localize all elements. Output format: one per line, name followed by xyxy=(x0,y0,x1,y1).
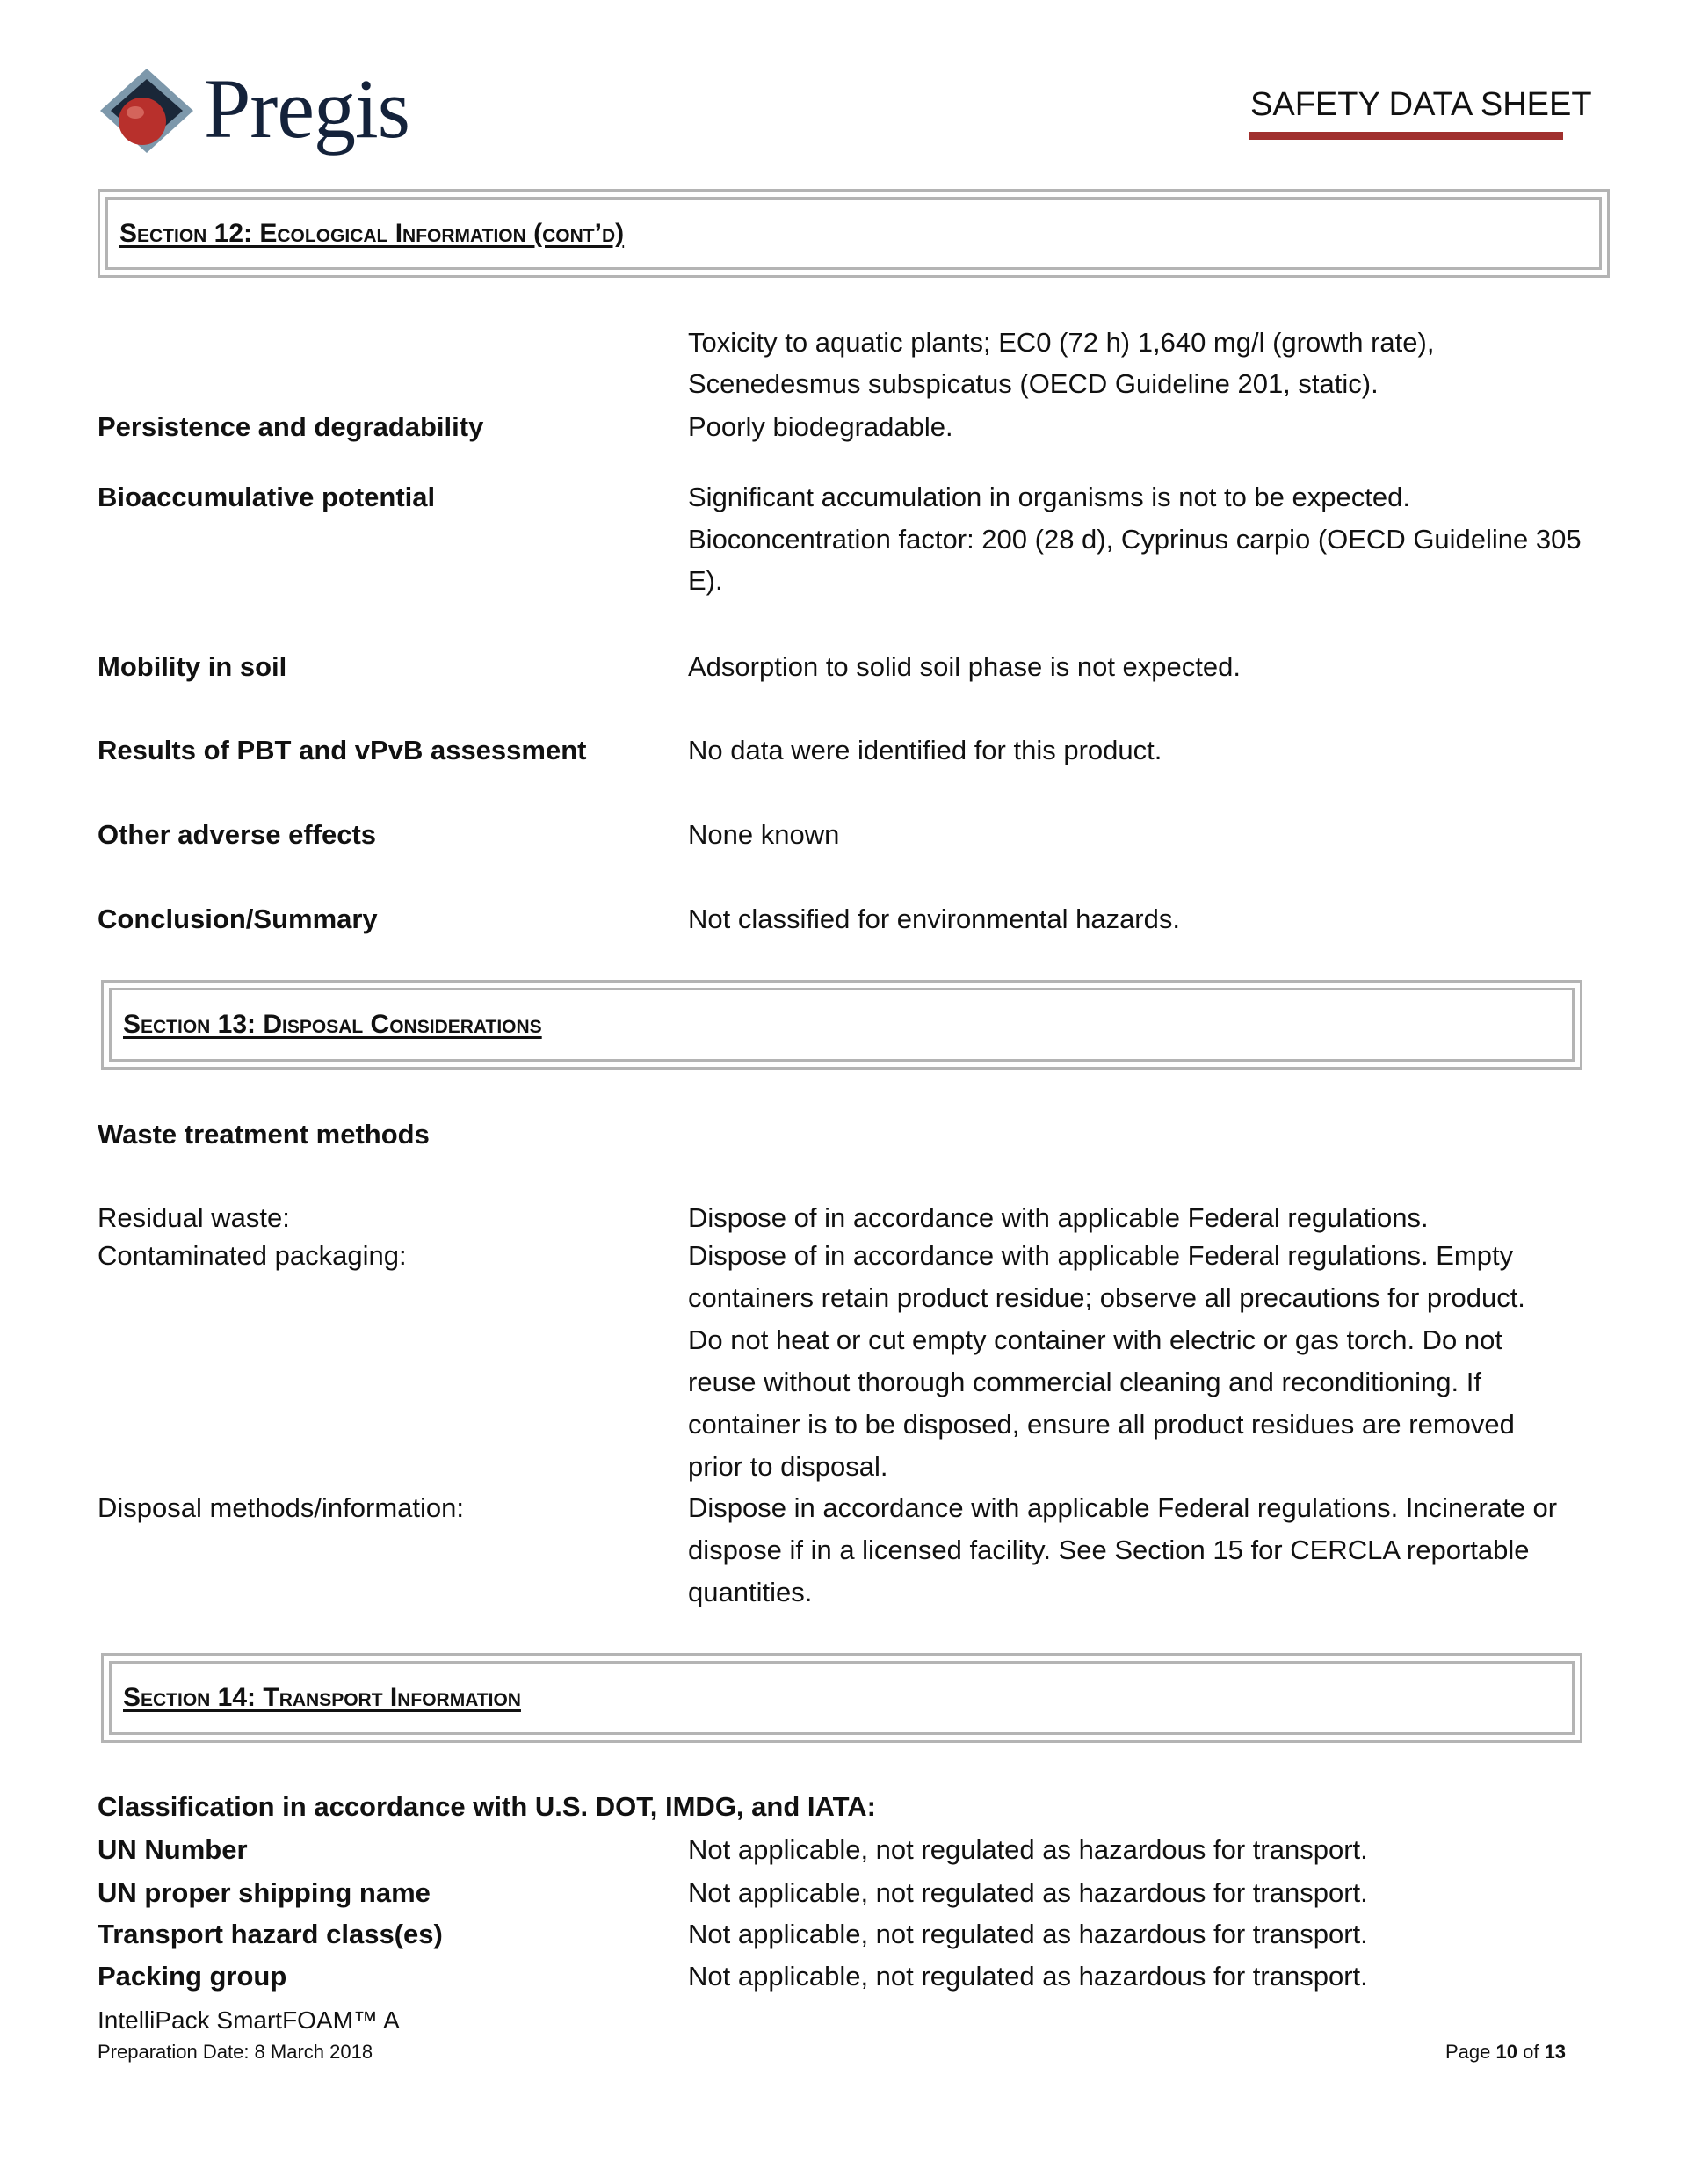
row-value: E). xyxy=(688,565,723,596)
section-12-header xyxy=(98,189,1610,278)
page-of: of xyxy=(1517,2041,1545,2063)
row-label: Other adverse effects xyxy=(98,819,377,850)
row-label: Residual waste: xyxy=(98,1202,290,1233)
row-value: quantities. xyxy=(688,1577,813,1607)
row-label: Mobility in soil xyxy=(98,651,287,682)
footer-product: IntelliPack SmartFOAM™ A xyxy=(98,2006,400,2034)
row-label: UN Number xyxy=(98,1834,248,1865)
row-value: containers retain product residue; observe all precautions for product. xyxy=(688,1282,1525,1313)
continued-text: Toxicity to aquatic plants; EC0 (72 h) 1,640 mg/l (growth rate), xyxy=(688,327,1435,358)
section-14-header xyxy=(101,1653,1582,1743)
row-value: prior to disposal. xyxy=(688,1451,888,1482)
row-value: Not applicable, not regulated as hazardous for transport. xyxy=(688,1961,1368,1992)
row-value: Dispose of in accordance with applicable Federal regulations. xyxy=(688,1202,1429,1233)
row-label: Conclusion/Summary xyxy=(98,903,378,934)
logo-text: Pregis xyxy=(204,62,409,156)
page-number xyxy=(1445,2041,1566,2064)
section-14-title: Section 14: Transport Information xyxy=(123,1683,521,1712)
section-13-title: Section 13: Disposal Considerations xyxy=(123,1010,542,1039)
logo-diamond-icon xyxy=(98,67,195,155)
row-value: Dispose in accordance with applicable Federal regulations. Incinerate or xyxy=(688,1492,1558,1523)
section-12-title: Section 12: Ecological Information (cont’d) xyxy=(119,218,625,248)
page-current: 10 xyxy=(1495,2041,1517,2063)
row-value: Poorly biodegradable. xyxy=(688,411,953,442)
continued-text: Scenedesmus subspicatus (OECD Guideline 201, static). xyxy=(688,368,1379,399)
footer-prep-date: Preparation Date: 8 March 2018 xyxy=(98,2041,373,2063)
row-value: Not applicable, not regulated as hazardous for transport. xyxy=(688,1919,1368,1949)
section-13-header xyxy=(101,980,1582,1070)
row-value: dispose if in a licensed facility. See Section 15 for CERCLA reportable xyxy=(688,1535,1530,1565)
row-value: None known xyxy=(688,819,840,850)
row-value: Bioconcentration factor: 200 (28 d), Cyprinus carpio (OECD Guideline 305 xyxy=(688,524,1582,555)
row-label: Results of PBT and vPvB assessment xyxy=(98,735,587,765)
row-value: Dispose of in accordance with applicable Federal regulations. Empty xyxy=(688,1240,1514,1271)
title-accent-bar xyxy=(1249,132,1563,140)
row-value: No data were identified for this product. xyxy=(688,735,1162,765)
subheading: Waste treatment methods xyxy=(98,1119,430,1150)
row-value: Adsorption to solid soil phase is not expected. xyxy=(688,651,1241,682)
row-label: Transport hazard class(es) xyxy=(98,1919,443,1949)
row-label: Bioaccumulative potential xyxy=(98,482,436,512)
row-value: Not applicable, not regulated as hazardous for transport. xyxy=(688,1877,1368,1908)
row-value: Not classified for environmental hazards. xyxy=(688,903,1180,934)
page-total: 13 xyxy=(1544,2041,1567,2063)
row-label: Disposal methods/information: xyxy=(98,1492,464,1523)
row-value: Do not heat or cut empty container with electric or gas torch. Do not xyxy=(688,1324,1503,1355)
subheading: Classification in accordance with U.S. DOT, IMDG, and IATA: xyxy=(98,1791,876,1822)
row-value: reuse without thorough commercial cleaning and reconditioning. If xyxy=(688,1367,1481,1397)
row-label: UN proper shipping name xyxy=(98,1877,431,1908)
document-title: SAFETY DATA SHEET xyxy=(1250,86,1592,123)
page-prefix: Page xyxy=(1445,2041,1496,2063)
row-value: container is to be disposed, ensure all product residues are removed xyxy=(688,1409,1515,1440)
row-label: Persistence and degradability xyxy=(98,411,484,442)
row-label: Contaminated packaging: xyxy=(98,1240,407,1271)
row-value: Not applicable, not regulated as hazardous for transport. xyxy=(688,1834,1368,1865)
row-label: Packing group xyxy=(98,1961,287,1992)
row-value: Significant accumulation in organisms is not to be expected. xyxy=(688,482,1410,512)
